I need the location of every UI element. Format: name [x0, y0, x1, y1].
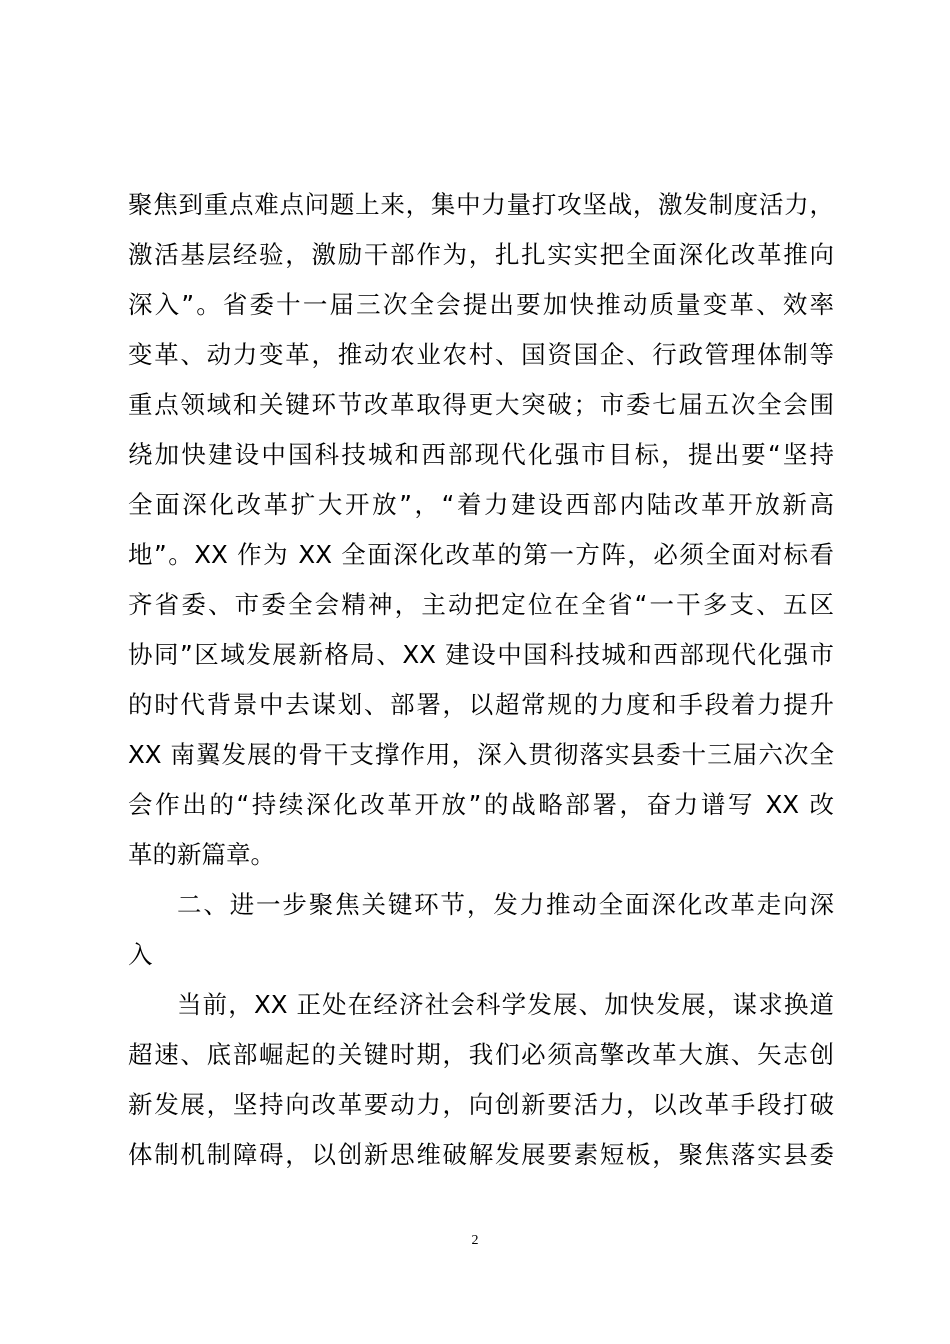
paragraph-1: [128, 180, 834, 880]
heading-line: 二、进一步聚焦关键环节，发力推动全面深化改革走向深: [177, 890, 834, 919]
text-line: 变革、动力变革，推动农业农村、国资国企、行政管理体制等: [128, 340, 834, 369]
text-line: 当前，XX 正处在经济社会科学发展、加快发展，谋求换道: [177, 990, 834, 1019]
text-line: 新发展，坚持向改革要动力，向创新要活力，以改革手段打破: [128, 1090, 834, 1119]
text-line: 全面深化改革扩大开放”，“着力建设西部内陆改革开放新高: [128, 490, 834, 519]
text-line: 重点领域和关键环节改革取得更大突破；市委七届五次全会围: [128, 390, 834, 419]
text-line: 激活基层经验，激励干部作为，扎扎实实把全面深化改革推向: [128, 240, 834, 269]
text-line: 体制机制障碍，以创新思维破解发展要素短板，聚焦落实县委: [128, 1140, 834, 1169]
section-heading: [128, 880, 834, 980]
text-line: 聚焦到重点难点问题上来，集中力量打攻坚战，激发制度活力，: [128, 190, 834, 219]
text-line: 协同”区域发展新格局、XX 建设中国科技城和西部现代化强市: [128, 640, 834, 669]
body-text: [128, 180, 834, 1180]
paragraph-2: [128, 980, 834, 1180]
text-line: 革的新篇章。: [128, 840, 275, 869]
text-line: 地”。XX 作为 XX 全面深化改革的第一方阵，必须全面对标看: [128, 540, 834, 569]
text-line: 深入”。省委十一届三次全会提出要加快推动质量变革、效率: [128, 290, 834, 319]
text-line: XX 南翼发展的骨干支撑作用，深入贯彻落实县委十三届六次全: [128, 740, 834, 769]
text-line: 齐省委、市委全会精神，主动把定位在全省“一干多支、五区: [128, 590, 834, 619]
heading-line: 入: [128, 940, 153, 969]
text-line: 绕加快建设中国科技城和西部现代化强市目标，提出要“坚持: [128, 440, 834, 469]
text-line: 超速、底部崛起的关键时期，我们必须高擎改革大旗、矢志创: [128, 1040, 834, 1069]
text-line: 会作出的“持续深化改革开放”的战略部署，奋力谱写 XX 改: [128, 790, 834, 819]
page-number: 2: [471, 1233, 479, 1248]
text-line: 的时代背景中去谋划、部署，以超常规的力度和手段着力提升: [128, 690, 834, 719]
